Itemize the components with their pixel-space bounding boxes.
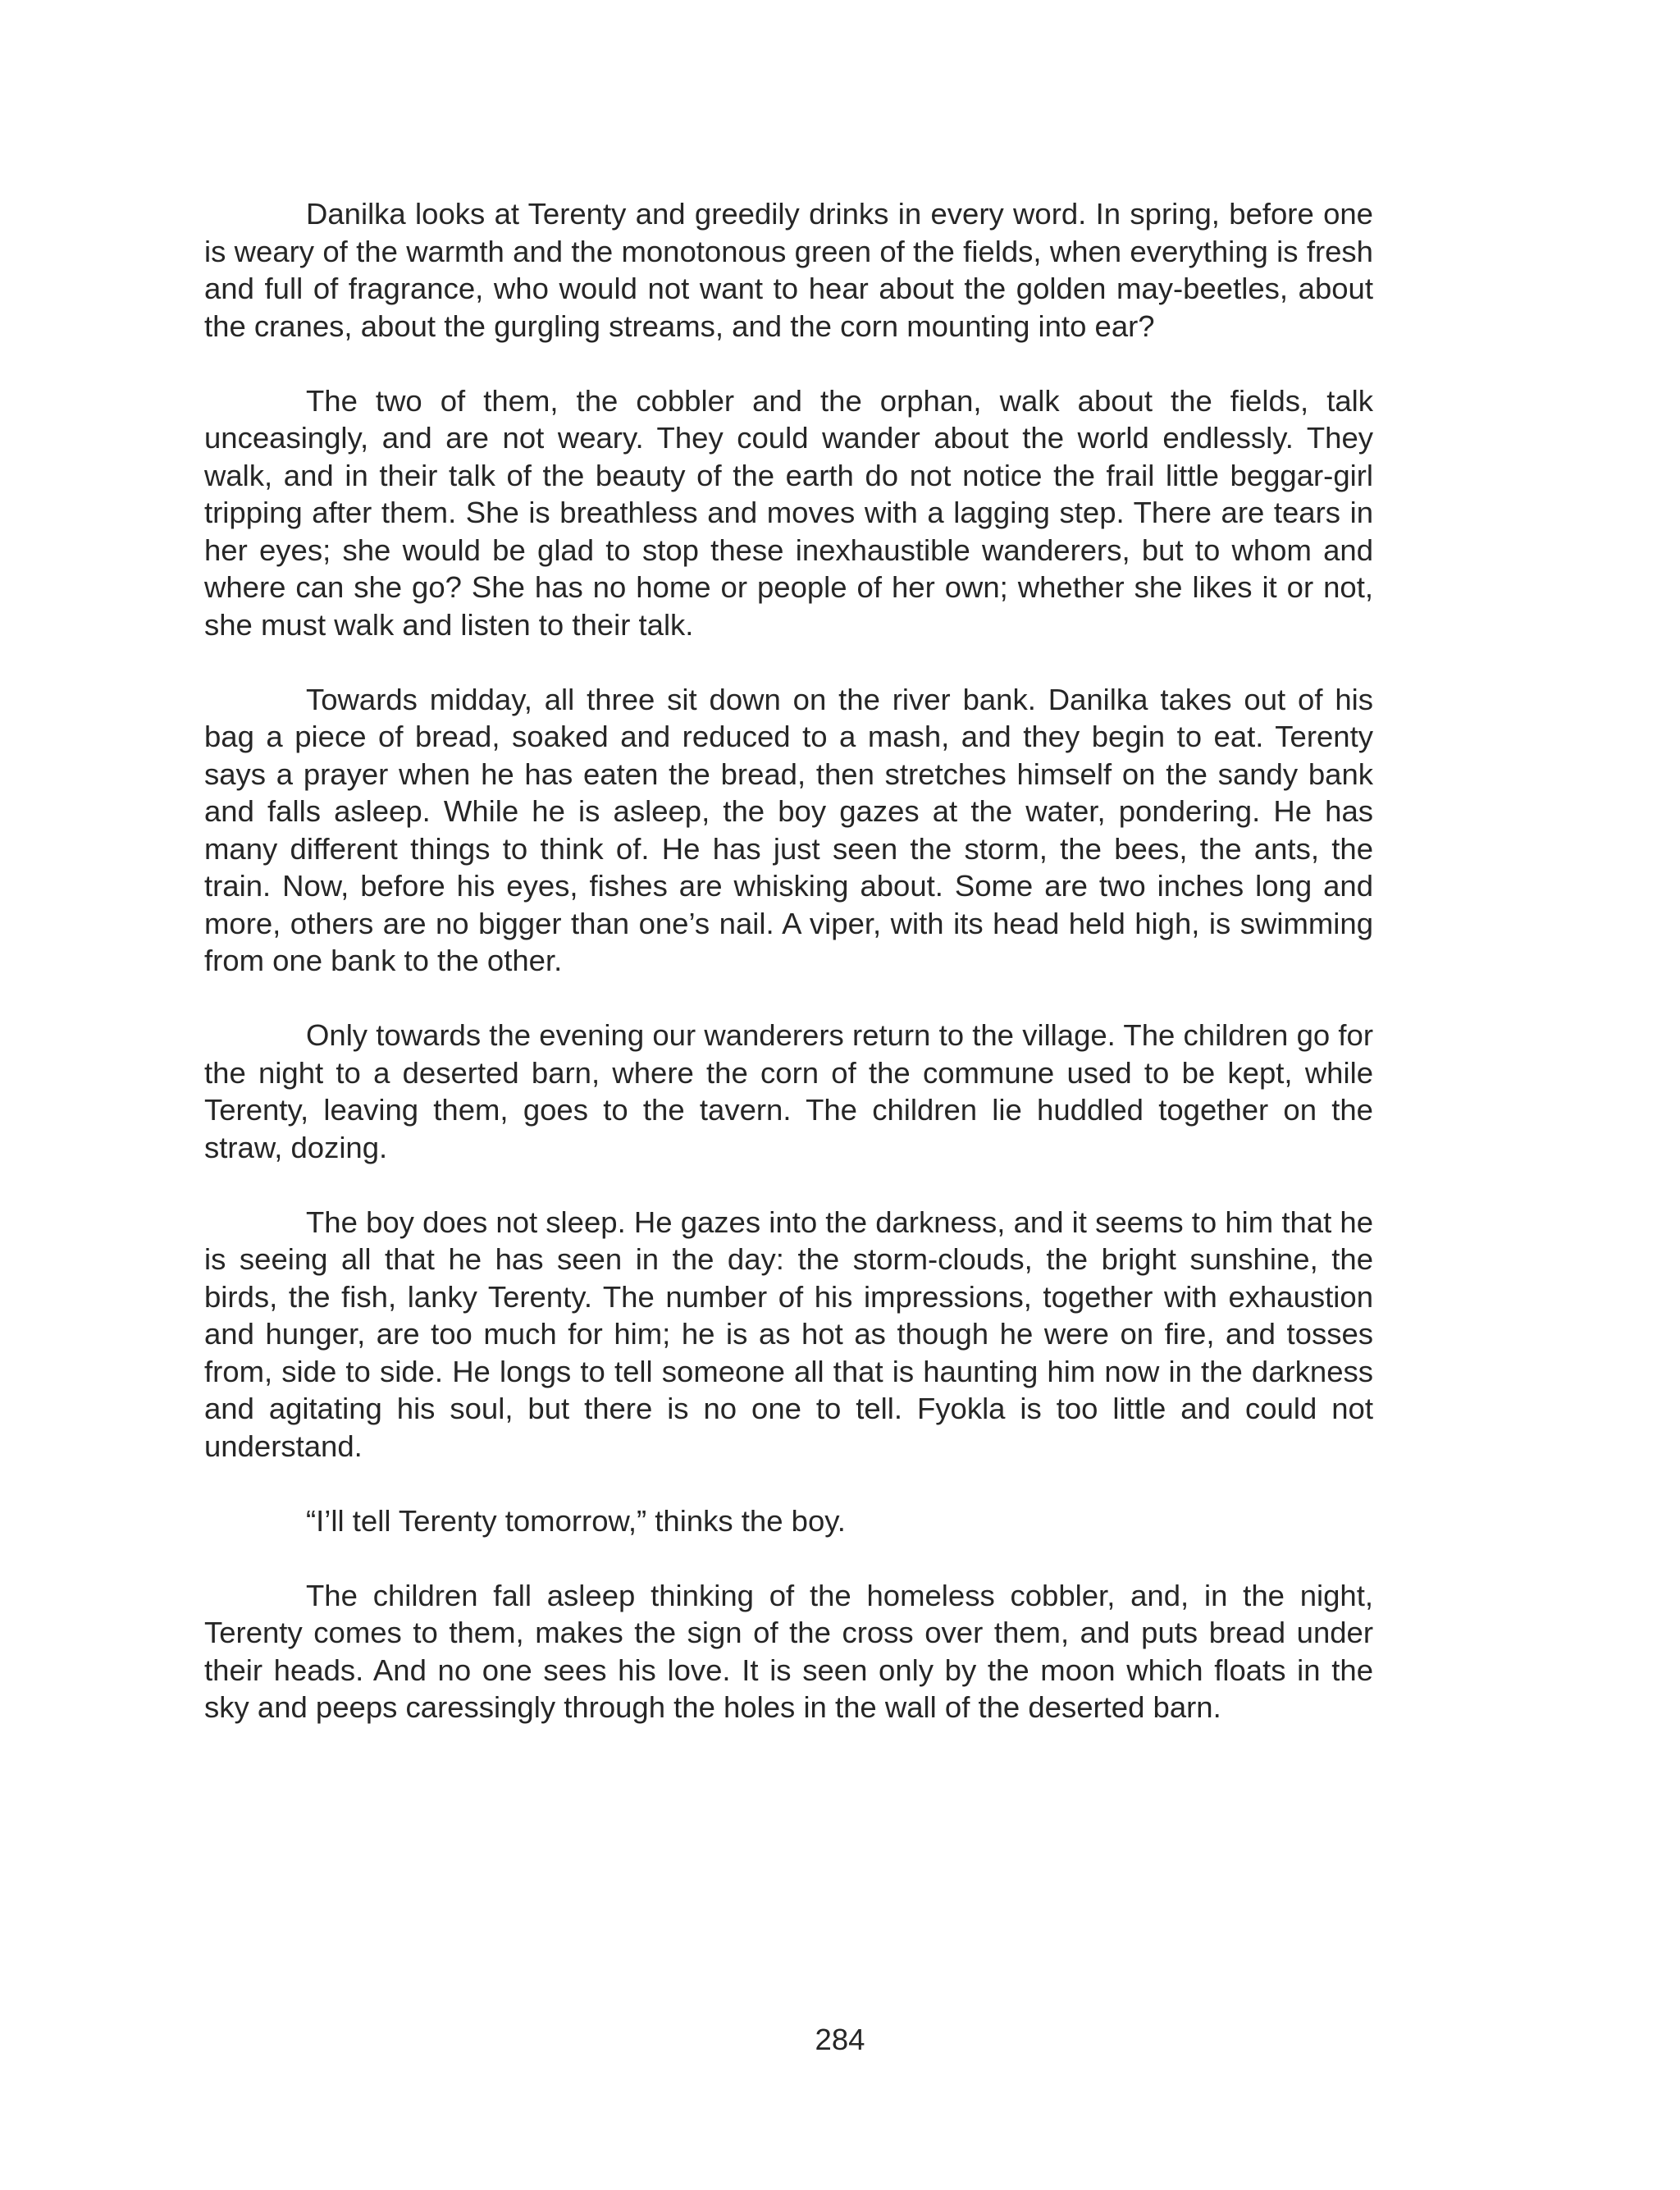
paragraph-7: The children fall asleep thinking of the homeless cobbler, and, in the night, Terenty comes to them, makes the sign of the cross over them, and puts bread under their heads. And no one sees his love. It is seen only by the moon which floats in the sky and peeps caressingly through the holes in the wall of the deserted barn. — [204, 1578, 1373, 1724]
paragraph-1: Danilka looks at Terenty and greedily drinks in every word. In spring, before one is weary of the warmth and the monotonous green of the fields, when everything is fresh and full of fragrance, who would not want to hear about the golden may-beetles, about the cranes, about the gurgling streams, and the corn mounting into ear? — [204, 197, 1373, 343]
page-number: 284 — [815, 2023, 865, 2056]
paragraph-5: The boy does not sleep. He gazes into the darkness, and it seems to him that he is seeing all that he has seen in the day: the storm-clouds, the bright sunshine, the birds, the fish, lanky Terenty. The number of his impressions, together with exhaustion and hunger, are too much for him; he is as hot as though he were on fire, and tosses from, side to side. He longs to tell someone all that is haunting him now in the darkness and agitating his soul, but there is no one to tell. Fyokla is too little and could not understand. — [204, 1205, 1373, 1463]
paragraph-6: “I’ll tell Terenty tomorrow,” thinks the boy. — [306, 1503, 846, 1538]
body-text — [204, 195, 1373, 1763]
paragraph-4: Only towards the evening our wanderers return to the village. The children go for the night to a deserted barn, where the corn of the commune used to be kept, while Terenty, leaving them, goes to the tavern. The children lie huddled together on the straw, dozing. — [204, 1018, 1373, 1164]
paragraph-3: Towards midday, all three sit down on the river bank. Danilka takes out of his bag a piece of bread, soaked and reduced to a mash, and they begin to eat. Terenty says a prayer when he has eaten the bread, then stretches himself on the sandy bank and falls asleep. While he is asleep, the boy gazes at the water, pondering. He has many different things to think of. He has just seen the storm, the bees, the ants, the train. Now, before his eyes, fishes are whisking about. Some are two inches long and more, others are no bigger than one’s nail. A viper, with its head held high, is swimming from one bank to the other. — [204, 682, 1373, 977]
paragraph-2: The two of them, the cobbler and the orphan, walk about the fields, talk unceasingly, and are not weary. They could wander about the world endlessly. They walk, and in their talk of the beauty of the earth do not notice the frail little beggar-girl tripping after them. She is breathless and moves with a lagging step. There are tears in her eyes; she would be glad to stop these inexhaustible wanderers, but to whom and where can she go? She has no home or people of her own; whether she likes it or not, she must walk and listen to their talk. — [204, 383, 1373, 642]
